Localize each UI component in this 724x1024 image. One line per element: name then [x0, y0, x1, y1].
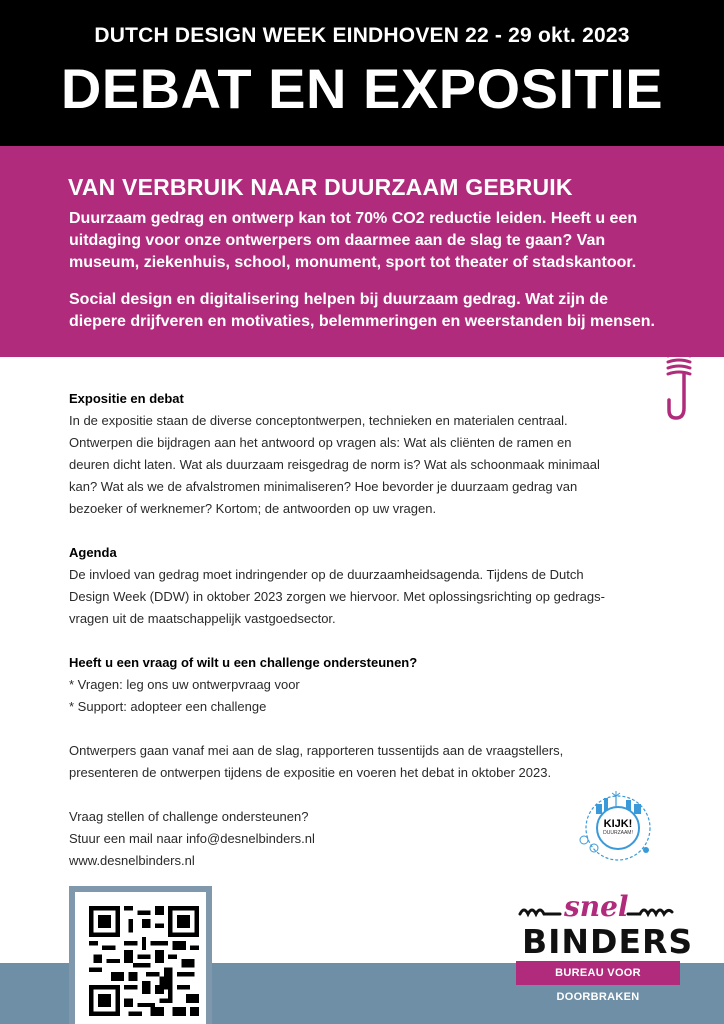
heading-agenda: Agenda [69, 545, 117, 560]
badge-word: KIJK! [603, 818, 633, 830]
heading-expositie: Expositie en debat [69, 391, 184, 406]
text-line: bezoeker of werknemer? Kortom; de antwoorden op uw vragen. [69, 501, 437, 516]
intro-subtitle: VAN VERBRUIK NAAR DUURZAAM GEBRUIK [68, 174, 573, 200]
contact-website-link[interactable]: www.desnelbinders.nl [69, 853, 195, 868]
text-line: vragen uit de maatschappelijk vastgoedsector. [69, 611, 336, 626]
kijk-circle [596, 806, 640, 850]
heading-vraag: Heeft u een vraag of wilt u een challenge ondersteunen? [69, 655, 418, 670]
event-line: DUTCH DESIGN WEEK EINDHOVEN 22 - 29 okt. 2023 [94, 24, 630, 47]
text-line: Ontwerpen die bijdragen aan het antwoord op vragen als: Wat als cliënten de ramen en [69, 435, 572, 450]
contact-email[interactable]: Stuur een mail naar info@desnelbinders.nl [69, 831, 315, 846]
text-line: deuren dicht laten. Wat als duurzaam reisgedrag de norm is? Wat als schoonmaak minimaal [69, 457, 600, 472]
intro-paragraph-1: Duurzaam gedrag en ontwerp kan tot 70% CO2 reductie leiden. Heeft u een uitdaging voor onze ontwerpers om daarmee aan de slag te gaan? Van museum, ziekenhuis, school, monument, sport tot theater of stadskantoor. [69, 210, 638, 271]
page-title: DEBAT EN EXPOSITIE [60, 57, 664, 120]
text-line: In de expositie staan de diverse conceptontwerpen, technieken en materialen centraal. [69, 413, 568, 428]
text-line: De invloed van gedrag moet indringender op de duurzaamheidsagenda. Tijdens de Dutch [69, 567, 584, 582]
text-line: presenteren de ontwerpen tijdens de expositie en voeren het debat in oktober 2023. [69, 765, 552, 780]
text-line: kan? Wat als we de afvalstromen minimaliseren? Hoe bevorder je duurzaam gedrag van [69, 479, 578, 494]
contact-question: Vraag stellen of challenge ondersteunen? [69, 809, 309, 824]
logo-binders: BINDERS [522, 922, 694, 961]
logo-tagline: BUREAU VOOR DOORBRAKEN [516, 961, 680, 985]
intro-band [0, 146, 724, 357]
header-banner [0, 0, 724, 146]
kijk-duurzaam-badge [572, 790, 662, 870]
text-line: Ontwerpers gaan vanaf mei aan de slag, rapporteren tussentijds aan de vraagstellers, [69, 743, 564, 758]
qr-code[interactable] [89, 906, 199, 1016]
text-line: Design Week (DDW) in oktober 2023 zorgen we hiervoor. Met oplossingsrichting op gedrags- [69, 589, 605, 604]
qr-code-frame [69, 886, 212, 1024]
intro-paragraph-2: Social design en digitalisering helpen bij duurzaam gedrag. Wat zijn de diepere drijfveren en motivaties, belemmeringen en weerstanden bij mensen. [69, 291, 655, 330]
snelbinders-logo [516, 888, 694, 1003]
badge-sub: DUURZAAM! [603, 830, 633, 836]
list-item: * Support: adopteer een challenge [69, 699, 267, 714]
logo-snel: snel [564, 890, 629, 923]
list-item: * Vragen: leg ons uw ontwerpvraag voor [69, 677, 300, 692]
